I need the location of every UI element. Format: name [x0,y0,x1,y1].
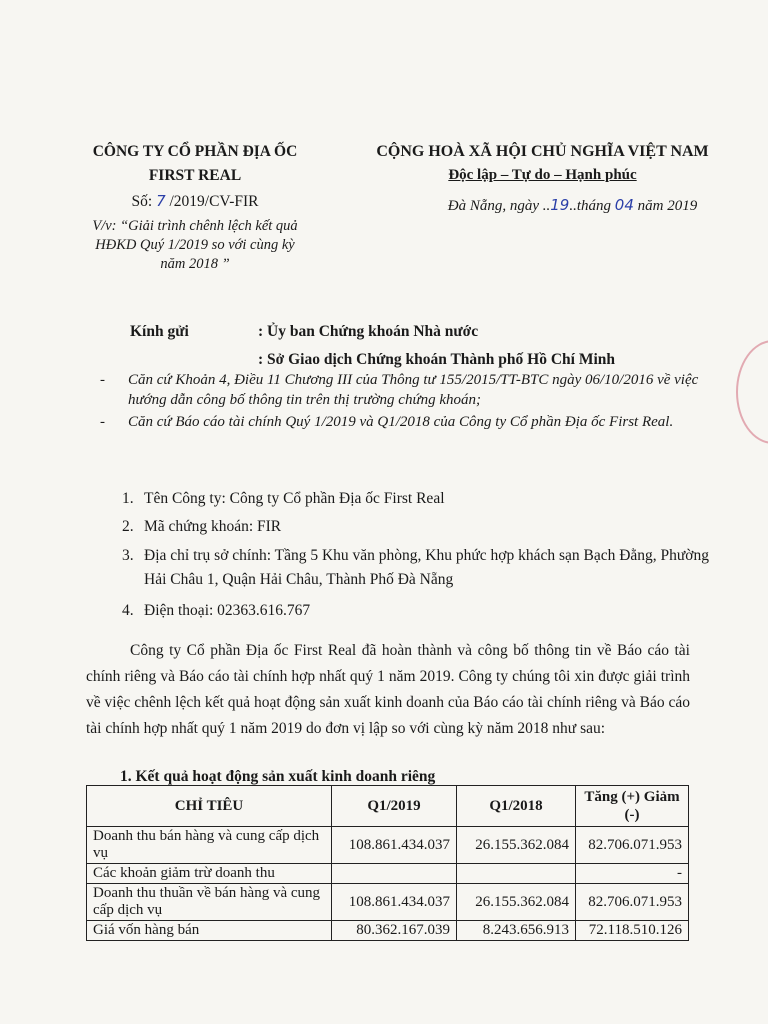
info-item [122,544,722,592]
row-value-q1-2019: 108.861.434.037 [332,827,457,864]
row-value-change: 82.706.071.953 [576,884,689,921]
table-row [87,921,689,941]
row-indicator: Giá vốn hàng bán [87,921,332,941]
document-number-prefix: Số: [131,193,153,210]
document-number-handwritten: 7 [156,192,166,210]
date-suffix: năm 2019 [637,198,698,214]
legal-basis-text: Căn cứ Báo cáo tài chính Quý 1/2019 và Q1/2018 của Công ty Cổ phần Địa ốc First Real. [128,414,674,430]
table-row [87,827,689,864]
subject [60,217,330,274]
column-header-indicator: CHỈ TIÊU [87,786,332,827]
date-day: 19 [550,196,570,214]
table-row [87,864,689,884]
row-value-q1-2018: 26.155.362.084 [457,827,576,864]
info-text: Tên Công ty: Công ty Cổ phần Địa ốc First Real [144,490,445,507]
row-indicator: Doanh thu thuần về bán hàng và cung cấp dịch vụ [87,884,332,921]
info-text: Điện thoại: 02363.616.767 [144,602,311,619]
row-value-q1-2019: 80.362.167.039 [332,921,457,941]
row-value-q1-2018 [457,864,576,884]
info-text: Địa chỉ trụ sở chính: Tầng 5 Khu văn phòng, Khu phức hợp khách sạn Bạch Đằng, Phường Hải Châu 1, Quận Hải Châu, Thành Phố Đà Nẵng [144,547,710,588]
column-header-q1-2019: Q1/2019 [332,786,457,827]
document-number [60,188,330,215]
recipients [130,318,615,374]
legal-basis-text: Căn cứ Khoản 4, Điều 11 Chương III của Thông tư 155/2015/TT-BTC ngày 06/10/2016 về việc hướng dẫn công bố thông tin trên thị trường chứng khoán; [128,372,699,408]
section-title: 1. Kết quả hoạt động sản xuất kinh doanh riêng [120,768,436,785]
list-dash: - [100,372,105,388]
legal-basis-item [100,370,720,410]
subject-line3: năm 2018 ” [160,256,230,272]
info-number: 1. [122,490,134,507]
row-value-q1-2019 [332,864,457,884]
recipient-2: : Sở Giao dịch Chứng khoán Thành phố Hồ Chí Minh [258,351,616,368]
table-header-row [87,786,689,827]
row-indicator: Các khoản giảm trừ doanh thu [87,864,332,884]
recipient-row [130,318,615,346]
explanation-paragraph: Công ty Cổ phần Địa ốc First Real đã hoàn thành và công bố thông tin về Báo cáo tài chính riêng và Báo cáo tài chính hợp nhất quý 1 năm 2019. Công ty chúng tôi xin được giải trình về việc chênh lệch kết quả hoạt động sản xuất kinh doanh của Báo cáo tài chính riêng và Báo cáo tài chính hợp nhất quý 1 năm 2019 do đơn vị lập so với cùng kỳ năm 2018 như sau: [86,642,690,737]
info-number: 4. [122,602,134,619]
table-row [87,884,689,921]
company-info [122,488,722,628]
info-number: 3. [122,547,134,564]
date-line [340,192,745,219]
list-dash: - [100,414,105,430]
company-name-line1: CÔNG TY CỔ PHẦN ĐỊA ỐC [92,143,298,160]
document-number-suffix: /2019/CV-FIR [169,193,259,210]
info-number: 2. [122,518,134,535]
row-value-change: 82.706.071.953 [576,827,689,864]
national-motto: Độc lập – Tự do – Hạnh phúc [448,167,637,183]
date-prefix: Đà Nẵng, ngày .. [447,198,551,214]
recipient-1: : Ủy ban Chứng khoán Nhà nước [258,323,479,340]
column-header-change: Tăng (+) Giảm (-) [576,786,689,827]
nation-title: CỘNG HOÀ XÃ HỘI CHỦ NGHĨA VIỆT NAM [376,143,709,160]
recipient-label: Kính gửi [130,323,189,340]
company-header [60,140,330,274]
row-value-q1-2019: 108.861.434.037 [332,884,457,921]
national-header [340,140,745,219]
row-value-q1-2018: 8.243.656.913 [457,921,576,941]
column-header-q1-2018: Q1/2018 [457,786,576,827]
row-value-q1-2018: 26.155.362.084 [457,884,576,921]
legal-bases [100,370,720,434]
info-item [122,516,722,538]
subject-line1: V/v: “Giải trình chênh lệch kết quả [92,218,298,234]
company-name-line2: FIRST REAL [148,167,242,184]
subject-line2: HĐKD Quý 1/2019 so với cùng kỳ [95,237,295,253]
info-item [122,488,722,510]
legal-basis-item [100,412,720,432]
date-mid: ..tháng [569,198,612,214]
info-text: Mã chứng khoán: FIR [144,518,282,535]
stamp-mark [736,340,768,444]
row-indicator: Doanh thu bán hàng và cung cấp dịch vụ [87,827,332,864]
date-month: 04 [614,196,634,214]
results-table [86,785,689,941]
info-item [122,600,722,622]
row-value-change: 72.118.510.126 [576,921,689,941]
row-value-change: - [576,864,689,884]
